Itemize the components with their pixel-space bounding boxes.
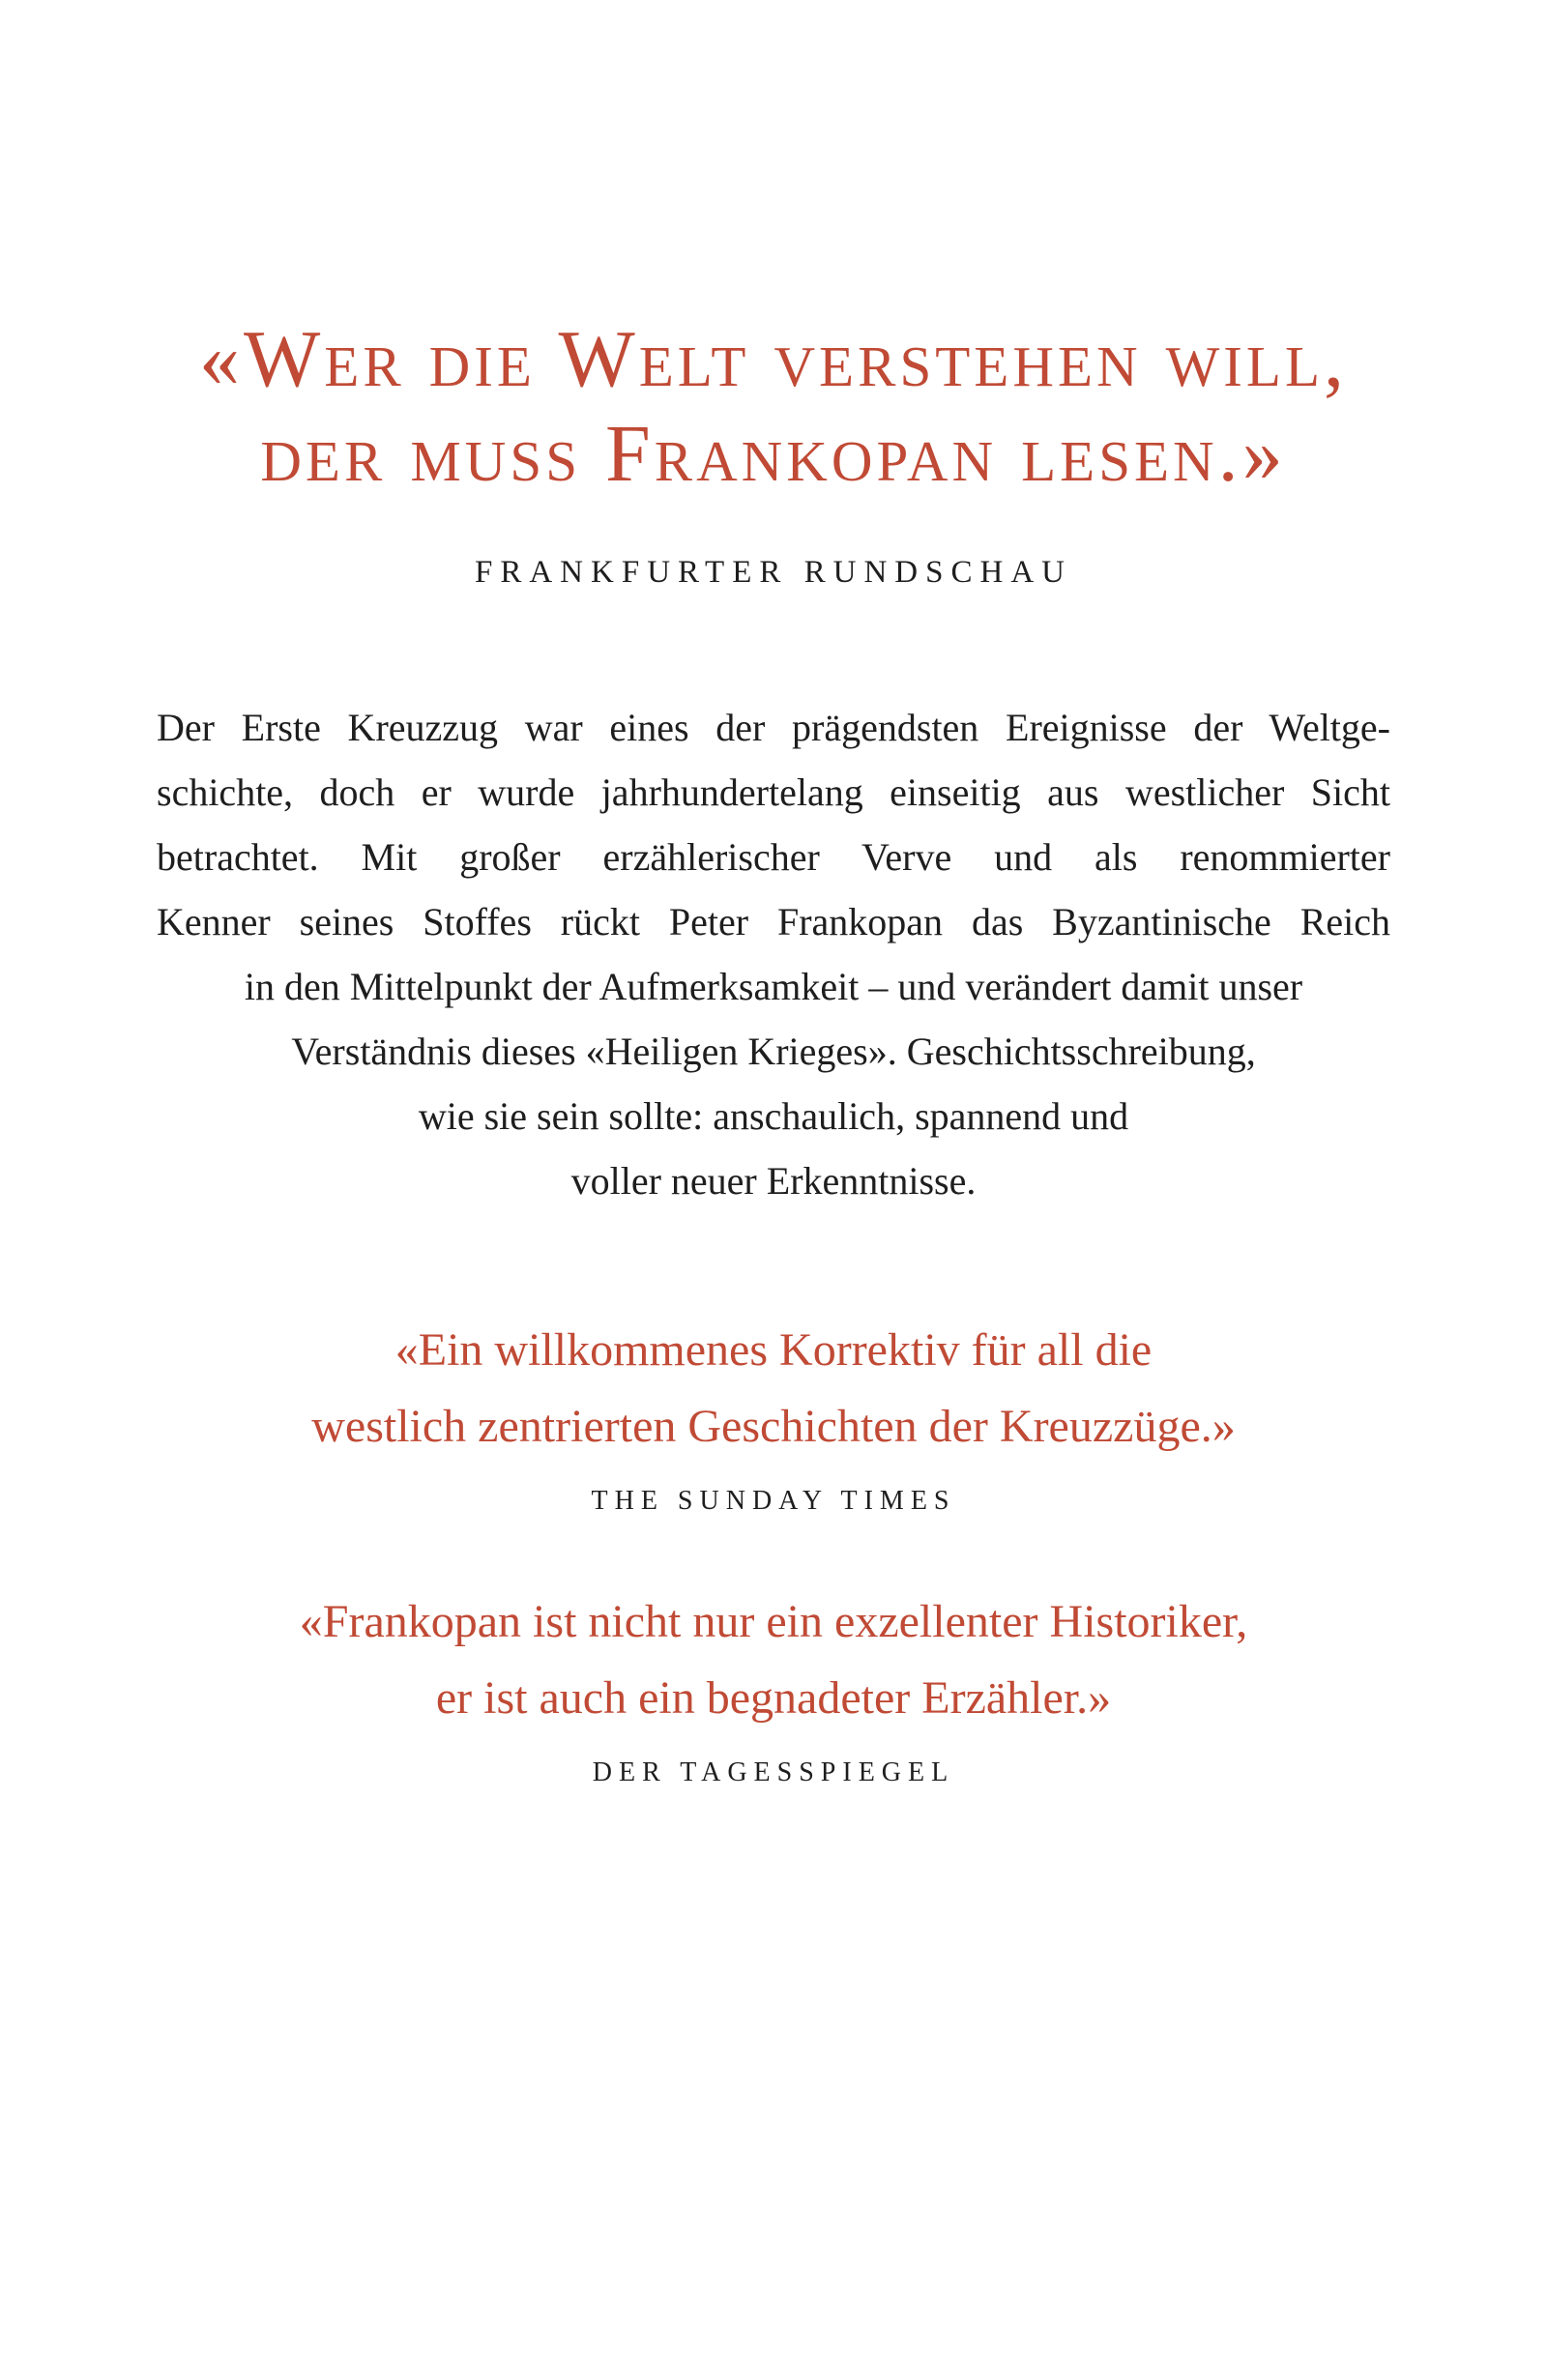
description-line-4: Kenner seines Stoffes rückt Peter Frankopan das Byzantinische Reich	[157, 900, 1390, 943]
description-line-8: voller neuer Erkenntnisse.	[570, 1159, 977, 1203]
press-quote-2-line-2: er ist auch ein begnadeter Erzähler.»	[435, 1672, 1112, 1724]
press-quote-2-line-1: «Frankopan ist nicht nur ein exzellenter Historiker,	[299, 1596, 1248, 1647]
press-quote-1-line-2: westlich zentrierten Geschichten der Kreuzzüge.»	[311, 1401, 1236, 1452]
description-line-6: Verständnis dieses «Heiligen Krieges». Geschichtsschreibung,	[291, 1030, 1256, 1073]
headline-quote-source: FRANKFURTER RUNDSCHAU	[474, 555, 1072, 590]
press-quote-1-source: THE SUNDAY TIMES	[591, 1486, 956, 1516]
description-line-7: wie sie sein sollte: anschaulich, spannend und	[418, 1094, 1129, 1138]
description-line-3: betrachtet. Mit großer erzählerischer Verve und als renommierter	[157, 835, 1390, 879]
headline-quote-line-1: «Wer die Welt verstehen will,	[199, 314, 1348, 404]
press-quote-1-line-1: «Ein willkommenes Korrektiv für all die	[394, 1324, 1153, 1376]
headline-quote-line-2: der muss Frankopan lesen.»	[260, 409, 1287, 499]
press-quote-2-source: DER TAGESSPIEGEL	[592, 1757, 955, 1787]
description-line-5: in den Mittelpunkt der Aufmerksamkeit – und verändert damit unser	[244, 965, 1303, 1008]
description-line-2: schichte, doch er wurde jahrhundertelang einseitig aus westlicher Sicht	[157, 770, 1390, 814]
description-line-1: Der Erste Kreuzzug war eines der prägendsten Ereignisse der Weltge-	[157, 706, 1390, 749]
